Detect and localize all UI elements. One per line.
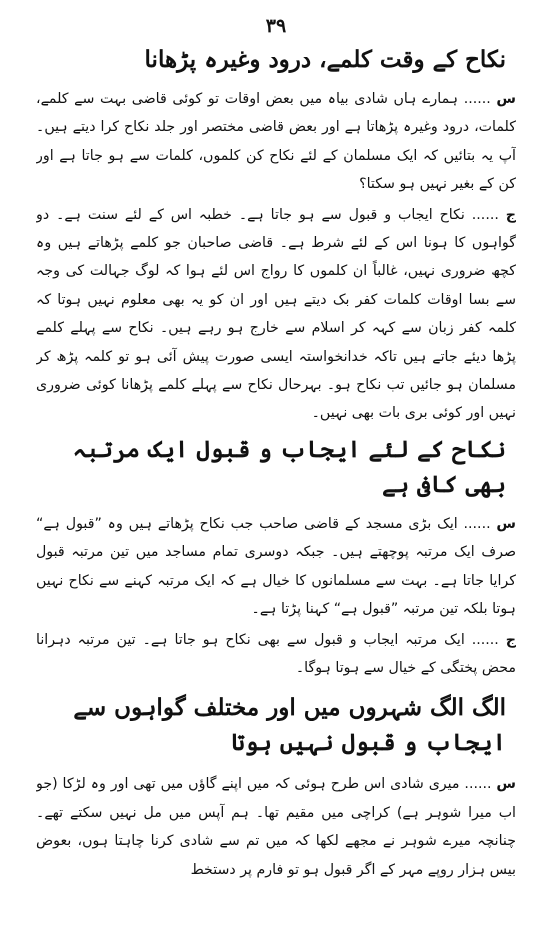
section-heading <box>36 432 506 502</box>
page-number: ۳۹ <box>265 15 287 37</box>
paragraph-text: ...... ایک بڑی مسجد کے قاضی صاحب جب نکاح پڑھاتے ہیں وہ ”قبول ہے“ صرف ایک مرتبہ پوچھتے ہیں۔ جبکہ دوسری تمام مساجد میں تین مرتبہ قبول کرایا جاتا ہے۔ بہت سے مسلمانوں کا خیال ہے کہ ایک مرتبہ کہنے سے نکاح نہیں ہوتا بلکہ تین مرتبہ ”قبول ہے“ کہنا پڑتا ہے۔ <box>36 515 516 618</box>
paragraph-marker: س <box>496 776 516 793</box>
section-heading <box>36 690 506 760</box>
paragraph-text: ...... نکاح ایجاب و قبول سے ہو جاتا ہے۔ خطبہ اس کے لئے سنت ہے۔ دو گواہوں کا ہونا اس کے لئے شرط ہے۔ قاضی صاحبان جو کلمے پڑھاتے ہیں وہ کچھ ضروری نہیں، غالباً ان کلموں کا رواج اس لئے ہوا کہ لوگ جہالت کی وجہ سے بسا اوقات کلمات کفر بک دیتے ہیں اور ان کو یہ بھی معلوم نہیں ہوتا کہ کلمہ کفر زبان سے کہہ کر اسلام سے خارج ہو رہے ہیں۔ نکاح سے پہلے کلمے پڑھا دیئے جاتے ہیں تاکہ خدانخواستہ ایسی صورت پیش آئی ہو تو کلمہ پڑھ کر مسلمان ہو جائیں تب نکاح ہو۔ بہرحال نکاح سے پہلے کلمے پڑھانا کوئی ضروری نہیں اور کوئی بری بات بھی نہیں۔ <box>36 206 516 422</box>
document-page <box>36 14 516 939</box>
paragraph-text: ...... ہمارے ہاں شادی بیاہ میں بعض اوقات تو کوئی قاضی بہت سے کلمے، کلمات، درود وغیرہ پڑھاتا ہے اور بعض قاضی مختصر اور جلد نکاح کرا دیتے ہیں۔ آپ یہ بتائیں کہ ایک مسلمان کے لئے نکاح کن کلموں، کلمات سے ہو جاتا ہے اور کن کے بغیر نہیں ہو سکتا؟ <box>36 91 516 193</box>
paragraph-text: ...... ایک مرتبہ ایجاب و قبول سے بھی نکاح ہو جاتا ہے۔ تین مرتبہ دہرانا محض پختگی کے خیال سے ہوتا ہوگا۔ <box>36 631 516 676</box>
paragraph-marker: ج <box>505 206 516 223</box>
question-paragraph <box>36 770 516 884</box>
paragraph-marker: س <box>496 91 516 107</box>
answer-paragraph <box>36 201 516 428</box>
paragraph-marker: س <box>496 515 516 532</box>
answer-paragraph <box>36 626 516 683</box>
heading-line: نکاح کے وقت کلمے، درود وغیرہ پڑھانا <box>144 46 506 73</box>
section-1 <box>36 42 516 428</box>
paragraph-marker: ج <box>505 631 516 648</box>
heading-line: الگ الگ شہروں میں اور مختلف گواہوں سے <box>73 694 506 722</box>
section-heading <box>36 42 506 77</box>
paragraph-text: ...... میری شادی اس طرح ہوئی کہ میں اپنے گاؤں میں تھی اور وہ لڑکا (جو اب میرا شوہر ہے) کراچی میں مقیم تھا۔ ہم آپس میں مل نہیں سکتے تھے۔ چنانچہ میرے شوہر نے مجھے لکھا کہ میں تم سے شادی کرنا چاہتا ہوں، بعوض بیس ہزار روپے مہر کے اگر قبول ہو تو فارم پر دستخط <box>36 776 516 878</box>
heading-line: نکاح کے لئے ایجاب و قبول ایک مرتبہ بھی کافی ہے <box>72 435 506 498</box>
question-paragraph <box>36 85 516 199</box>
question-paragraph <box>36 510 516 624</box>
heading-line: ایجاب و قبول نہیں ہوتا <box>231 729 506 757</box>
section-3 <box>36 690 516 884</box>
section-2 <box>36 432 516 682</box>
